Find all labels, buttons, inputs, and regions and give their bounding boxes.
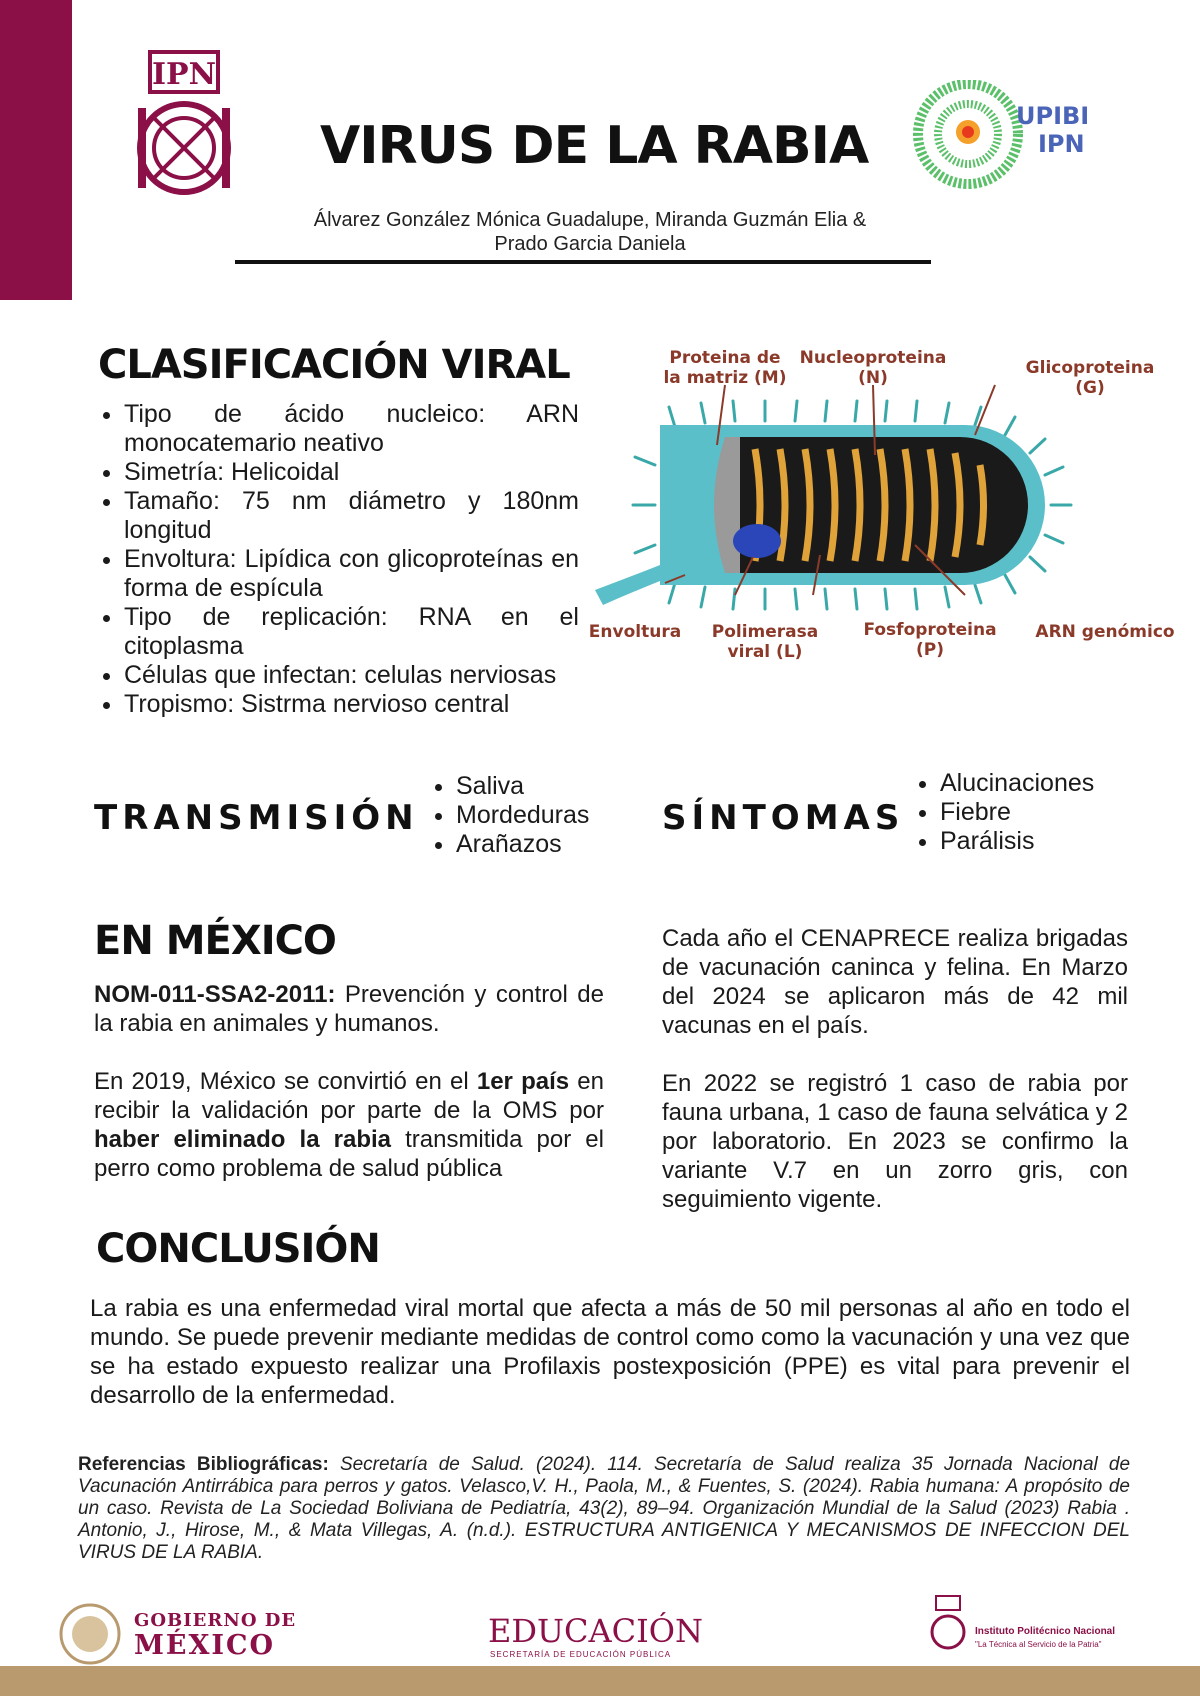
label-envoltura: Envoltura bbox=[588, 622, 682, 642]
text-run: transmitida por el perro como problema de salud pública bbox=[94, 1126, 604, 1182]
text-run: En 2019, México se convirtió en el bbox=[94, 1068, 477, 1095]
label-proteina-matriz-2: la matriz (M) bbox=[663, 368, 787, 388]
mexico-right-column bbox=[662, 924, 1128, 1214]
mexico-seal-icon bbox=[58, 1602, 122, 1666]
label-fosfoproteina-2: (P) bbox=[916, 640, 944, 660]
mexico-left-column bbox=[94, 980, 604, 1183]
list-item: • Arañazos bbox=[456, 830, 589, 859]
educacion-subtitle: SECRETARÍA DE EDUCACIÓN PÚBLICA bbox=[490, 1650, 672, 1659]
ipn-logo bbox=[132, 48, 236, 208]
list-item: • Saliva bbox=[456, 772, 589, 801]
clasificacion-title: CLASIFICACIÓN VIRAL bbox=[98, 342, 570, 388]
ipn-logo-text: IPN bbox=[151, 57, 217, 92]
sidebar-accent bbox=[0, 0, 72, 300]
authors-line-1: Álvarez González Mónica Guadalupe, Miranda Guzmán Elia & bbox=[313, 209, 867, 231]
label-nucleoproteina: Nucleoproteina bbox=[799, 348, 947, 368]
authors bbox=[290, 208, 890, 256]
list-item: • Tipo de ácido nucleico: ARN monocatemario neativo bbox=[124, 400, 579, 458]
gobierno-line-2: MÉXICO bbox=[134, 1630, 276, 1661]
text-run-bold: 1er país bbox=[476, 1068, 570, 1095]
nom-code: NOM-011-SSA2-2011: bbox=[94, 981, 336, 1008]
cenaprece-paragraph: Cada año el CENAPRECE realiza brigadas de vacunación caninca y felina. En Marzo del 2024 se aplicaron más de 42 mil vacunas en el país. bbox=[662, 925, 1128, 1039]
text-run: en recibir la validación por parte de la OMS por bbox=[94, 1068, 604, 1124]
nom-paragraph bbox=[94, 980, 604, 1038]
list-item: • Alucinaciones bbox=[940, 769, 1094, 798]
label-nucleoproteina-2: (N) bbox=[858, 368, 888, 388]
title-divider bbox=[235, 260, 931, 264]
label-polimerasa-2: viral (L) bbox=[727, 642, 803, 662]
authors-line-2: Prado Garcia Daniela bbox=[494, 233, 686, 255]
nom-text: Prevención y control de la rabia en animales y humanos. bbox=[94, 981, 604, 1037]
references-label: Referencias Bibliográficas: bbox=[78, 1454, 329, 1475]
gobierno-line-1: GOBIERNO DE bbox=[134, 1610, 297, 1631]
page-title: VIRUS DE LA RABIA bbox=[320, 116, 869, 176]
label-fosfoproteina: Fosfoproteina bbox=[863, 620, 997, 640]
label-proteina-matriz: Proteina de bbox=[669, 348, 781, 368]
ipn-footer-logo bbox=[930, 1594, 966, 1654]
list-item: • Tamaño: 75 nm diámetro y 180nm longitud bbox=[124, 487, 579, 545]
upibi-text: UPIBI bbox=[1016, 102, 1090, 130]
list-item: • Tropismo: Sistrma nervioso central bbox=[124, 690, 579, 719]
sintomas-list bbox=[914, 769, 1094, 856]
label-glicoproteina-2: (G) bbox=[1075, 378, 1105, 398]
rabies-virus-diagram bbox=[575, 345, 1185, 675]
list-item: • Tipo de replicación: RNA en el citoplasma bbox=[124, 603, 579, 661]
bottom-accent-bar bbox=[0, 1666, 1200, 1696]
references-text: Secretaría de Salud. (2024). 114. Secretaría de Salud realiza 35 Jornada Nacional de Vacunación Antirrábica para perros y gatos. Velasco,V. H., Paola, M., & Fuentes, S. (2024). Rabia humana: A propósito de un caso. Revista de La Sociedad Boliviana de Pediatría, 43(2), 89–94. Organización Mundial de la Salud (2023) Rabia . Antonio, J., Hirose, M., & Mata Villegas, A. (n.d.). ESTRUCTURA ANTIGENICA Y MECANISMOS DE INFECCION DEL VIRUS DE LA RABIA. bbox=[78, 1454, 1131, 1563]
label-glicoproteina: Glicoproteina bbox=[1025, 358, 1155, 378]
clasificacion-list bbox=[98, 400, 579, 719]
sintomas-title: SÍNTOMAS bbox=[662, 798, 905, 838]
transmision-title: TRANSMISIÓN bbox=[94, 798, 419, 838]
conclusion-text: La rabia es una enfermedad viral mortal que afecta a más de 50 mil personas al año en todo el mundo. Se puede prevenir mediante medidas de control como como la vacunación y una vez que se ha estado expuesto realizar una Profilaxis postexposición (PPE) es vital para prevenir el desarrollo de la enfermedad. bbox=[90, 1295, 1130, 1409]
list-item: • Simetría: Helicoidal bbox=[124, 458, 579, 487]
references bbox=[78, 1454, 1130, 1564]
upibi-logo bbox=[912, 80, 1122, 190]
conclusion-title: CONCLUSIÓN bbox=[96, 1226, 380, 1272]
ipn-footer-motto: "La Técnica al Servicio de la Patria" bbox=[975, 1640, 1102, 1649]
label-polimerasa: Polimerasa bbox=[711, 622, 819, 642]
ipn-footer-name: Instituto Politécnico Nacional bbox=[975, 1626, 1116, 1637]
list-item: • Mordeduras bbox=[456, 801, 589, 830]
list-item: • Parálisis bbox=[940, 827, 1094, 856]
list-item: • Envoltura: Lipídica con glicoproteínas en forma de espícula bbox=[124, 545, 579, 603]
list-item: • Células que infectan: celulas nerviosas bbox=[124, 661, 579, 690]
label-arn-genomico: ARN genómico bbox=[1035, 622, 1175, 642]
text-run-bold: haber eliminado la rabia bbox=[94, 1126, 391, 1153]
validation-paragraph bbox=[94, 1067, 604, 1183]
list-item: • Fiebre bbox=[940, 798, 1094, 827]
upibi-ipn-text: IPN bbox=[1038, 130, 1085, 158]
transmision-list bbox=[430, 772, 589, 859]
cases-paragraph: En 2022 se registró 1 caso de rabia por fauna urbana, 1 caso de fauna selvática y 2 por laboratorio. En 2023 se confirmo la variante V.7 en un zorro gris, con seguimiento vigente. bbox=[662, 1070, 1128, 1213]
educacion-logo: EDUCACIÓN bbox=[488, 1612, 703, 1650]
mexico-title: EN MÉXICO bbox=[94, 918, 336, 964]
